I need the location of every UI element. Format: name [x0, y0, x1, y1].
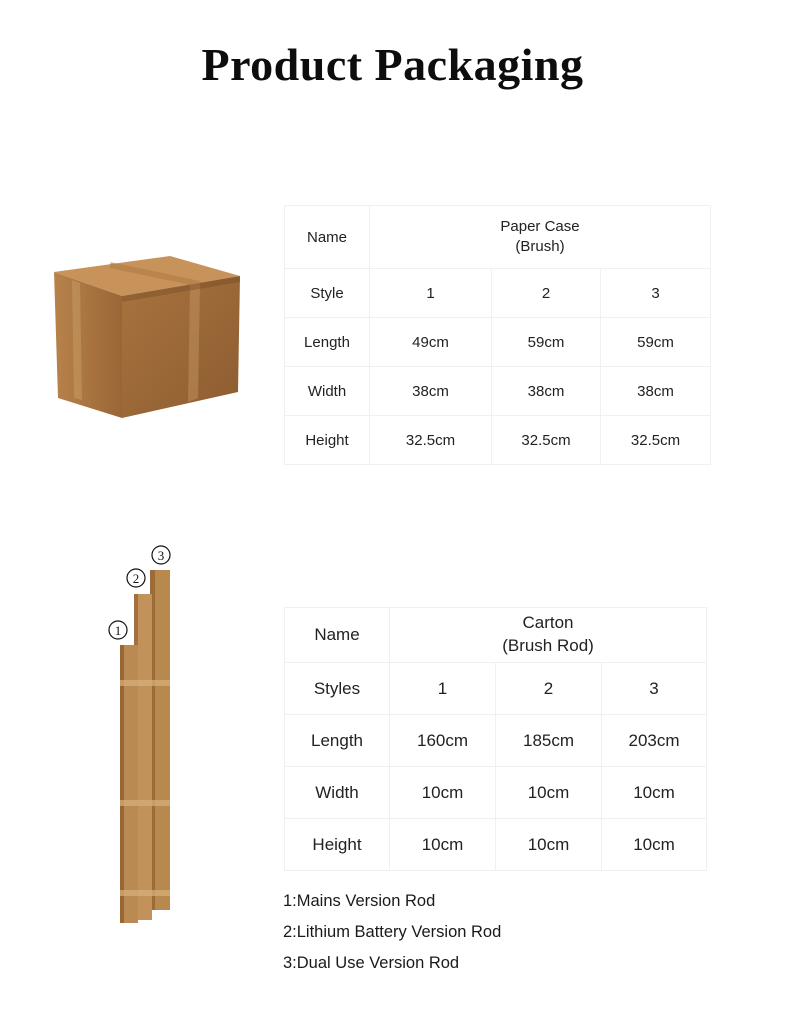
- row-label: Height: [285, 819, 390, 871]
- cell: 1: [370, 269, 492, 318]
- table-row: [285, 819, 707, 871]
- cell: 3: [601, 269, 711, 318]
- note-item: 2:Lithium Battery Version Rod: [283, 923, 502, 941]
- cardboard-box-icon: [50, 250, 245, 425]
- cell: 2: [496, 663, 602, 715]
- marker-2: 2: [132, 571, 140, 586]
- rod-version-notes: [283, 886, 501, 979]
- row-label: Height: [285, 416, 370, 465]
- name-value-line1: Carton: [522, 613, 574, 633]
- name-value: [370, 206, 711, 269]
- marker-3: 3: [157, 548, 165, 563]
- cell: 32.5cm: [370, 416, 492, 465]
- table-row: [285, 416, 711, 465]
- marker-1: 1: [114, 623, 122, 638]
- cell: 1: [390, 663, 496, 715]
- note-item: 1:Mains Version Rod: [283, 892, 436, 910]
- paper-case-table: [284, 205, 711, 465]
- table-row: [285, 318, 711, 367]
- cell: 160cm: [390, 715, 496, 767]
- cell: 59cm: [601, 318, 711, 367]
- name-label: Name: [285, 206, 370, 269]
- row-label: Length: [285, 715, 390, 767]
- name-label: Name: [285, 608, 390, 663]
- row-label: Style: [285, 269, 370, 318]
- row-label: Styles: [285, 663, 390, 715]
- cell: 10cm: [390, 819, 496, 871]
- table-row: [285, 715, 707, 767]
- wooden-rod-cartons-icon: [100, 540, 190, 930]
- table-row: [285, 663, 707, 715]
- carton-table: [284, 607, 707, 871]
- name-value-line2: (Brush Rod): [502, 636, 594, 655]
- cell: 10cm: [602, 767, 707, 819]
- cell: 59cm: [492, 318, 601, 367]
- cell: 10cm: [496, 767, 602, 819]
- cell: 185cm: [496, 715, 602, 767]
- cell: 32.5cm: [601, 416, 711, 465]
- name-value-line2: (Brush): [515, 238, 565, 255]
- name-value: [390, 608, 707, 663]
- name-value-line1: Paper Case: [500, 217, 580, 235]
- page-title: Product Packaging: [201, 39, 584, 90]
- row-label: Width: [285, 767, 390, 819]
- cell: 10cm: [602, 819, 707, 871]
- row-label: Length: [285, 318, 370, 367]
- table-row: [285, 367, 711, 416]
- cell: 38cm: [370, 367, 492, 416]
- cell: 10cm: [496, 819, 602, 871]
- cell: 10cm: [390, 767, 496, 819]
- cell: 203cm: [602, 715, 707, 767]
- cell: 49cm: [370, 318, 492, 367]
- cell: 3: [602, 663, 707, 715]
- cell: 2: [492, 269, 601, 318]
- table-row: [285, 269, 711, 318]
- note-item: 3:Dual Use Version Rod: [283, 954, 460, 972]
- cell: 38cm: [492, 367, 601, 416]
- row-label: Width: [285, 367, 370, 416]
- cell: 38cm: [601, 367, 711, 416]
- table-row: [285, 767, 707, 819]
- cell: 32.5cm: [492, 416, 601, 465]
